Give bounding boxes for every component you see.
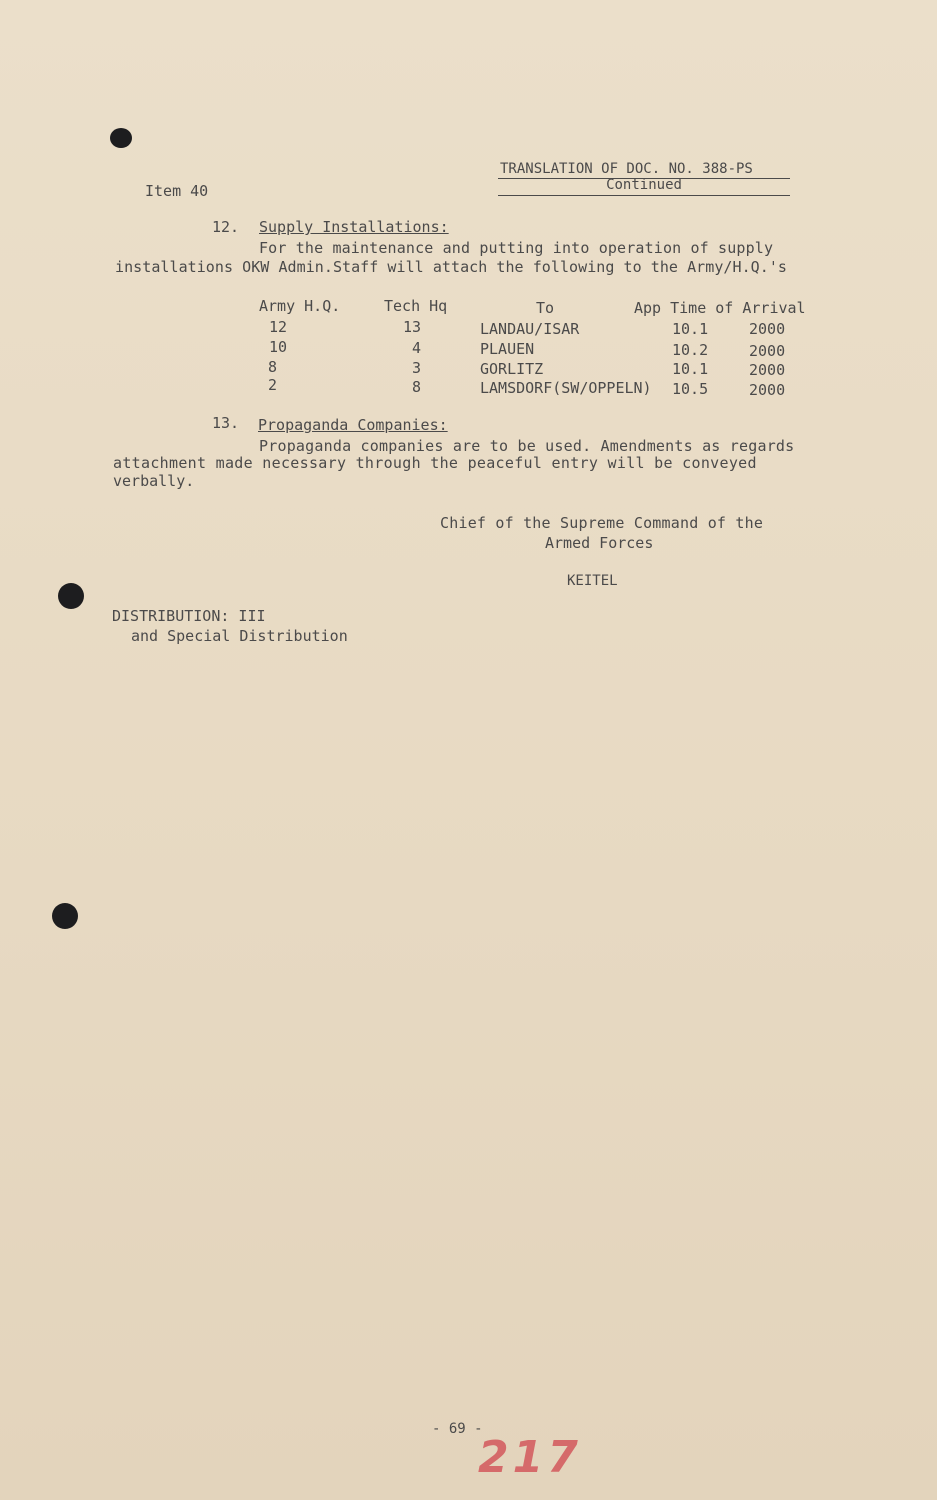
page-number: - 69 - <box>432 1421 483 1437</box>
table-cell-tech: 13 <box>403 318 422 336</box>
signature-title-line-1: Chief of the Supreme Command of the <box>440 514 764 532</box>
section-12-heading: Supply Installations: <box>259 218 449 236</box>
punch-hole-top <box>110 128 132 148</box>
section-13-heading: Propaganda Companies: <box>258 416 448 434</box>
signature-name: KEITEL <box>567 573 618 589</box>
table-cell-tech: 8 <box>412 378 422 396</box>
table-cell-date: 10.1 <box>672 320 709 338</box>
table-cell-time: 2000 <box>749 361 786 379</box>
table-cell-date: 10.5 <box>672 380 709 398</box>
table-cell-time: 2000 <box>749 320 786 338</box>
section-13-line-1: Propaganda companies are to be used. Amendments as regards <box>259 437 795 455</box>
signature-title-line-2: Armed Forces <box>545 534 654 552</box>
table-header-arrival: App Time of Arrival <box>634 299 806 317</box>
table-cell-tech: 3 <box>412 359 422 377</box>
handwritten-page-number: 217 <box>478 1432 582 1483</box>
section-13-number: 13. <box>212 414 240 432</box>
section-12-line-1: For the maintenance and putting into operation of supply <box>259 239 774 257</box>
table-cell-to: GORLITZ <box>480 360 544 378</box>
table-cell-army: 2 <box>268 376 278 394</box>
table-cell-date: 10.2 <box>672 341 709 359</box>
translation-title: TRANSLATION OF DOC. NO. 388-PS <box>500 161 753 177</box>
punch-hole-middle <box>58 583 84 609</box>
section-13-line-2: attachment made necessary through the peaceful entry will be conveyed <box>113 454 757 472</box>
table-cell-army: 12 <box>269 318 288 336</box>
section-12-number: 12. <box>212 218 240 236</box>
distribution-line-1: DISTRIBUTION: III <box>112 607 266 625</box>
item-label: Item 40 <box>145 182 209 200</box>
table-cell-tech: 4 <box>412 339 422 357</box>
punch-hole-bottom <box>52 903 78 929</box>
table-cell-time: 2000 <box>749 342 786 360</box>
table-cell-army: 10 <box>269 338 288 356</box>
section-13-line-3: verbally. <box>113 472 195 490</box>
table-cell-time: 2000 <box>749 381 786 399</box>
header-rule <box>498 178 790 179</box>
distribution-line-2: and Special Distribution <box>131 627 348 645</box>
table-cell-date: 10.1 <box>672 360 709 378</box>
table-cell-to: LANDAU/ISAR <box>480 320 580 338</box>
table-cell-army: 8 <box>268 358 278 376</box>
table-header-tech: Tech Hq <box>384 297 448 315</box>
section-12-line-2: installations OKW Admin.Staff will attach the following to the Army/H.Q.'s <box>115 258 787 276</box>
table-cell-to: PLAUEN <box>480 340 535 358</box>
table-header-army: Army H.Q. <box>259 297 341 315</box>
table-cell-to: LAMSDORF(SW/OPPELN) <box>480 379 652 397</box>
table-header-to: To <box>536 299 555 317</box>
continued-label: Continued <box>498 177 790 196</box>
